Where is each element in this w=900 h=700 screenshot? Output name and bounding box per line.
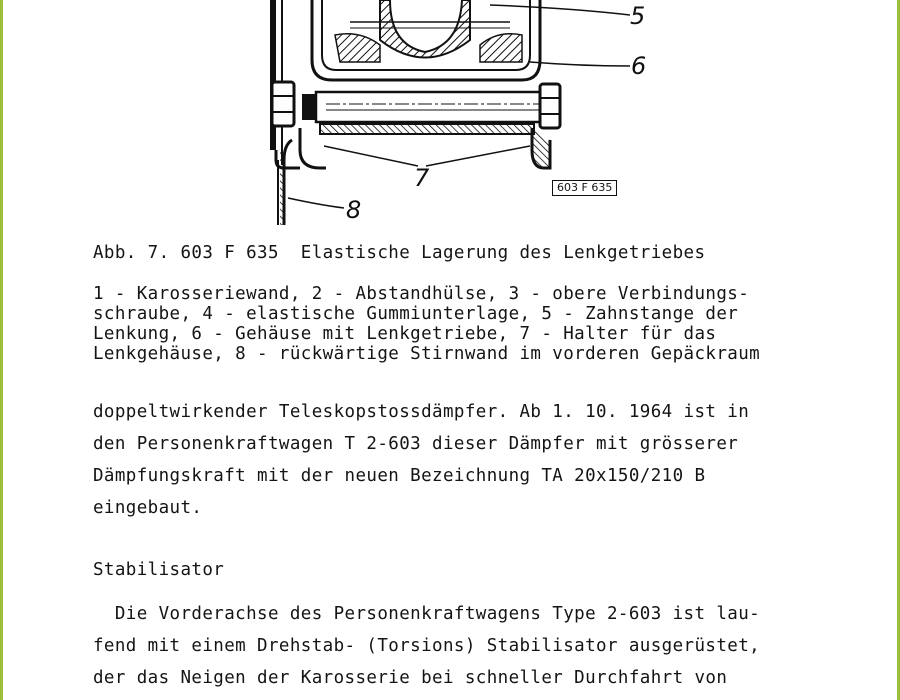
figure-caption: Abb. 7. 603 F 635 Elastische Lagerung des Lenkgetriebes — [93, 243, 706, 263]
steering-housing — [312, 0, 540, 80]
body-text-line: Dämpfungskraft mit der neuen Bezeichnung TA 20x150/210 B — [93, 466, 706, 486]
callout-6: 6 — [631, 52, 647, 80]
figure-reference-label: 603 F 635 — [552, 180, 617, 196]
legend-line: Lenkung, 6 - Gehäuse mit Lenkgetriebe, 7 - Halter für das — [93, 324, 717, 344]
body-text-line: fend mit einem Drehstab- (Torsions) Stabilisator ausgerüstet, — [93, 636, 761, 656]
rear-wall — [278, 140, 292, 225]
housing-bracket — [300, 124, 550, 168]
body-text-line: Die Vorderachse des Personenkraftwagens Type 2-603 ist lau- — [93, 604, 761, 624]
legend-line: 1 - Karosseriewand, 2 - Abstandhülse, 3 - obere Verbindungs- — [93, 284, 750, 304]
callout-8: 8 — [346, 196, 362, 224]
body-text-line: doppeltwirkender Teleskopstossdämpfer. Ab 1. 10. 1964 ist in — [93, 402, 750, 422]
body-text-line: der das Neigen der Karosserie bei schneller Durchfahrt von — [93, 668, 728, 688]
callout-7: 7 — [414, 164, 430, 192]
legend-line: Lenkgehäuse, 8 - rückwärtige Stirnwand im vorderen Gepäckraum — [93, 344, 761, 364]
section-heading: Stabilisator — [93, 560, 225, 580]
callout-5: 5 — [630, 2, 646, 30]
legend-line: schraube, 4 - elastische Gummiunterlage, 5 - Zahnstange der — [93, 304, 739, 324]
connecting-bolt — [272, 82, 560, 128]
body-text-line: den Personenkraftwagen T 2-603 dieser Dämpfer mit grösserer — [93, 434, 739, 454]
body-text-line: eingebaut. — [93, 498, 203, 518]
page-border-left — [0, 0, 3, 700]
